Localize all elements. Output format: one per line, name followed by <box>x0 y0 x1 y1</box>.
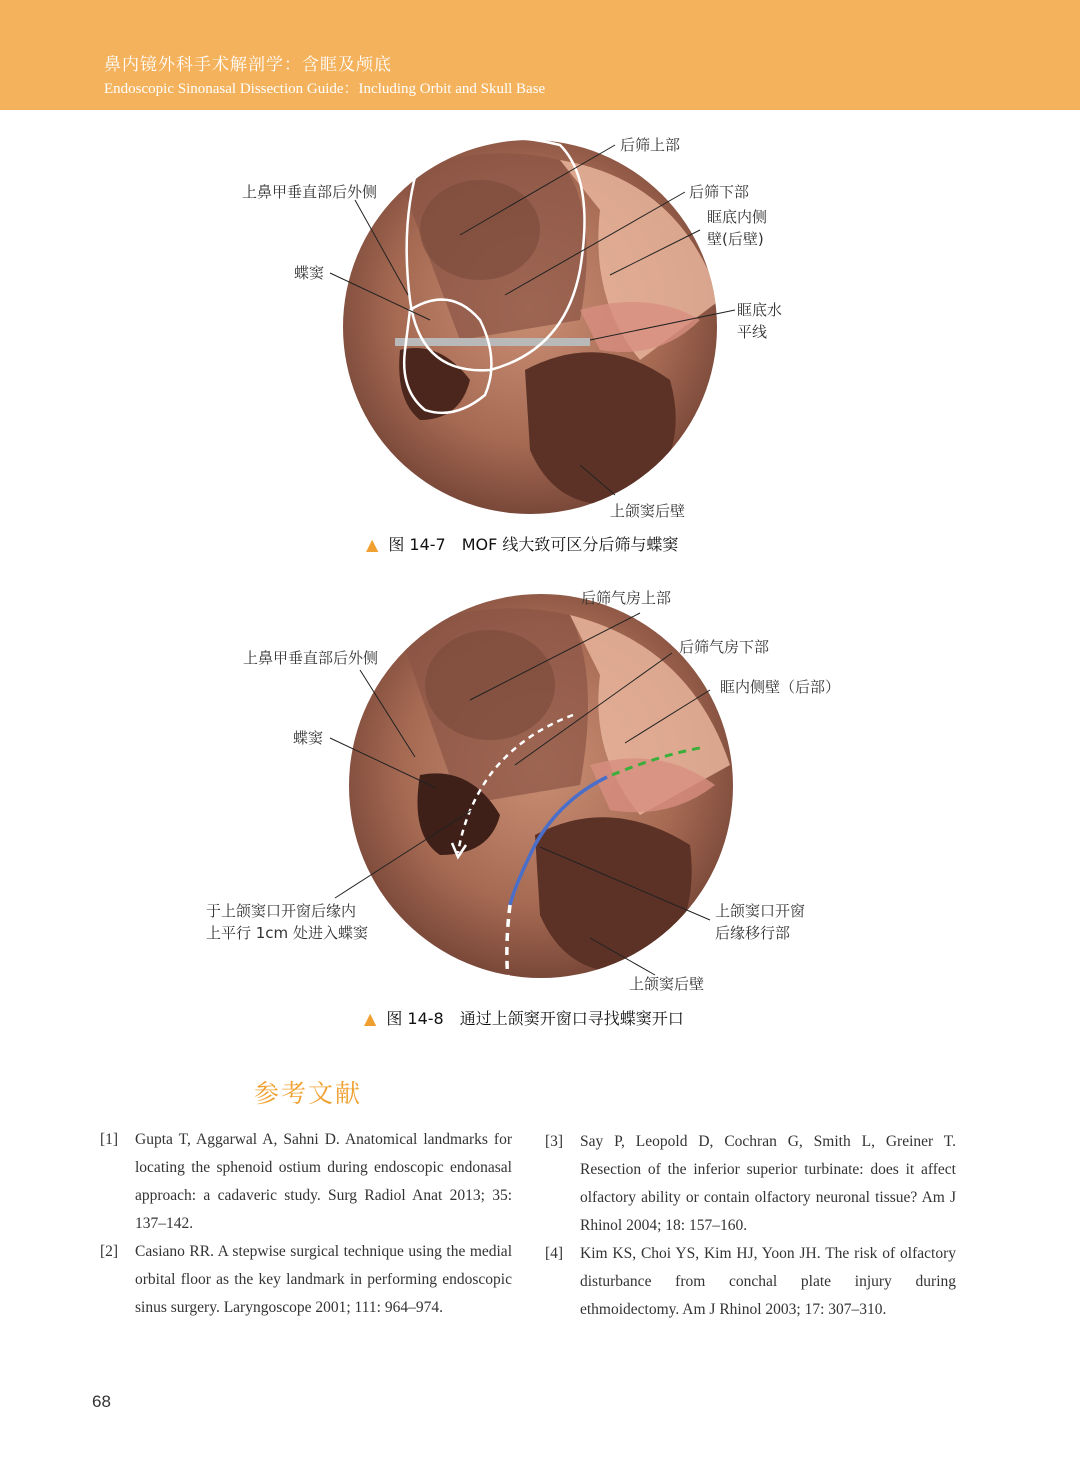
caption-number: 图 14-7 <box>388 535 446 554</box>
reference-index: [3] <box>545 1133 564 1150</box>
reference-index: [1] <box>100 1131 119 1148</box>
label-orbit-medial-2: 壁(后壁) <box>707 230 764 248</box>
label-sphenoid: 蝶窦 <box>293 729 324 747</box>
label-maxillary-window-1: 上颌窦口开窗 <box>715 902 806 920</box>
caption-triangle-icon: ▲ <box>364 1009 377 1028</box>
page-header <box>0 0 1080 110</box>
label-superior-turbinate: 上鼻甲垂直部后外侧 <box>242 183 378 201</box>
label-entry-2: 上平行 1cm 处进入蝶窦 <box>206 924 368 942</box>
reference-text: Casiano RR. A stepwise surgical technique using the medial orbital floor as the key landmark in performing endoscopic sinus surgery. Laryngoscope 2001; 111: 964–974. <box>135 1243 512 1316</box>
label-mof-line-1: 眶底水 <box>737 301 783 319</box>
reference-item <box>100 1238 512 1322</box>
reference-item <box>100 1126 512 1238</box>
reference-text: Kim KS, Choi YS, Kim HJ, Yoon JH. The risk of olfactory disturbance from conchal plate injury during ethmoidectomy. Am J Rhinol 2003; 17: 307–310. <box>580 1245 956 1318</box>
figure-14-8 <box>0 585 1080 1035</box>
label-superior-turbinate: 上鼻甲垂直部后外侧 <box>243 649 379 667</box>
reference-text: Gupta T, Aggarwal A, Sahni D. Anatomical landmarks for locating the sphenoid ostium during endoscopic endonasal approach: a cadaveric study. Surg Radiol Anat 2013; 35: 137–142. <box>135 1131 512 1232</box>
figure-14-8-caption <box>364 1006 684 1029</box>
figure-14-8-illustration <box>0 585 1080 1035</box>
caption-text: MOF 线大致可区分后筛与蝶窦 <box>461 535 679 554</box>
label-maxillary-posterior: 上颌窦后壁 <box>629 975 705 993</box>
page-number: 68 <box>92 1392 111 1411</box>
label-mof-line-2: 平线 <box>737 323 768 341</box>
references-title: 参考文献 <box>254 1079 363 1108</box>
label-post-ethmoid-lower: 后筛气房下部 <box>679 638 770 656</box>
reference-item <box>545 1240 956 1324</box>
caption-triangle-icon: ▲ <box>366 535 379 554</box>
label-post-ethmoid-upper: 后筛气房上部 <box>581 589 672 607</box>
figure-14-7-illustration <box>0 120 1080 560</box>
caption-text: 通过上颌窦开窗口寻找蝶窦开口 <box>459 1009 684 1028</box>
book-title-zh: 鼻内镜外科手术解剖学：含眶及颅底 <box>104 55 392 75</box>
label-post-ethmoid-upper: 后筛上部 <box>620 136 681 154</box>
reference-item <box>545 1128 956 1240</box>
figure-14-7 <box>0 120 1080 560</box>
figure-14-7-caption <box>366 532 678 555</box>
label-sphenoid: 蝶窦 <box>294 264 325 282</box>
label-maxillary-posterior: 上颌窦后壁 <box>610 502 686 520</box>
reference-text: Say P, Leopold D, Cochran G, Smith L, Greiner T. Resection of the inferior superior turbinate: does it affect olfactory ability or contain olfactory neuronal tissue? Am J Rhinol 2004; 18: 157–160. <box>580 1133 956 1234</box>
label-post-ethmoid-lower: 后筛下部 <box>689 183 750 201</box>
label-entry-1: 于上颌窦口开窗后缘内 <box>206 902 357 920</box>
label-orbit-medial-1: 眶底内侧 <box>707 208 768 226</box>
label-orbit-medial: 眶内侧壁（后部） <box>720 678 841 696</box>
reference-index: [2] <box>100 1243 119 1260</box>
reference-index: [4] <box>545 1245 564 1262</box>
label-maxillary-window-2: 后缘移行部 <box>715 924 791 942</box>
book-title-en: Endoscopic Sinonasal Dissection Guide：Including Orbit and Skull Base <box>104 81 546 97</box>
caption-number: 图 14-8 <box>386 1009 444 1028</box>
